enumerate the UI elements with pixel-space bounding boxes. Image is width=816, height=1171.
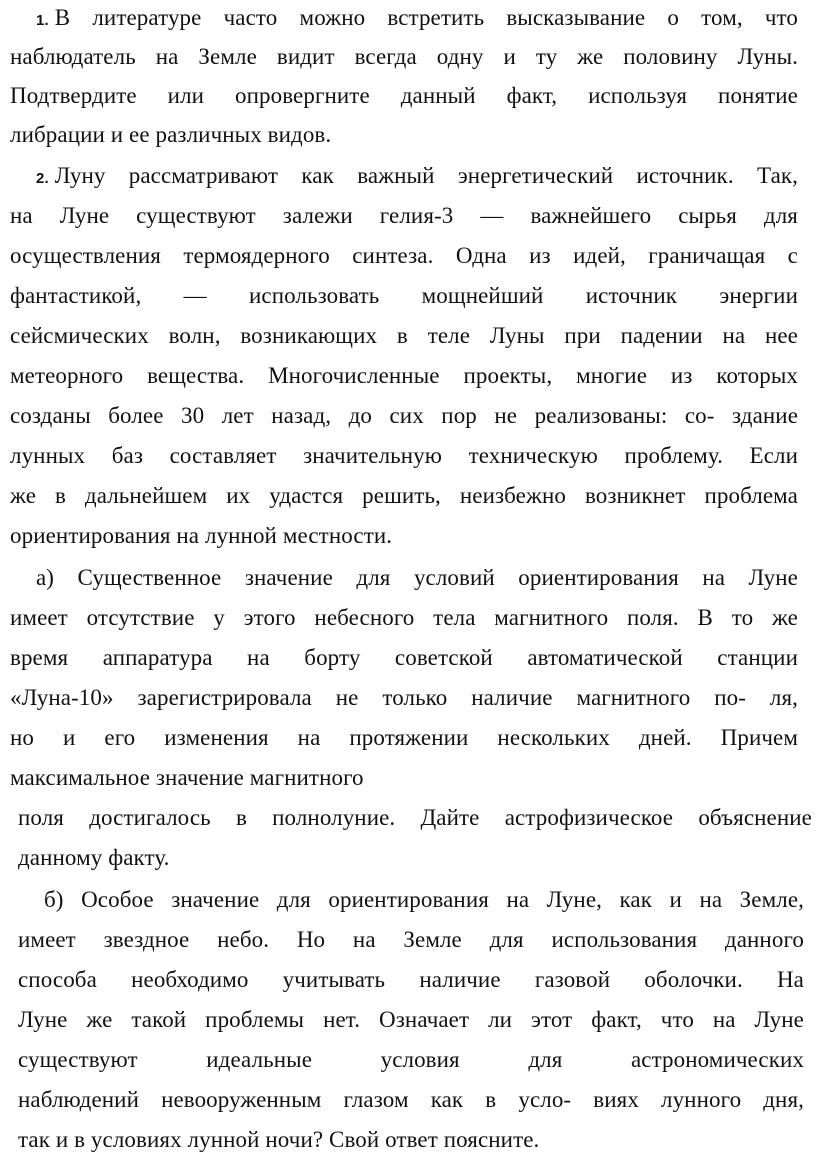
task1-line-2: наблюдатель на Земле видит всегда одну и ту же половину Луны.	[10, 44, 798, 69]
task2-line-9: же в дальнейшем их удастся решить, неизбежно возникнет проблема	[10, 483, 798, 508]
part-b-line-6: наблюдений невооруженным глазом как в усло- виях лунного дня,	[18, 1087, 804, 1112]
task2-line-1: 2. Луну рассматривают как важный энергетический источник. Так,	[36, 163, 798, 188]
task1-number: 1.	[36, 12, 49, 29]
part-b-line-1: б) Особое значение для ориентирования на Луне, как и на Земле,	[44, 887, 804, 912]
task2-number: 2.	[36, 170, 49, 187]
task1-line-3: Подтвердите или опровергните данный факт, используя понятие	[10, 83, 798, 108]
task2-line-4: фантастикой, — использовать мощнейший источник энергии	[10, 283, 798, 308]
task2-line-8: лунных баз составляет значительную техническую проблему. Если	[10, 443, 798, 468]
task2-line-7: созданы более 30 лет назад, до сих пор не реализованы: со- здание	[10, 403, 798, 428]
part-b-line-4: Луне же такой проблемы нет. Означает ли этот факт, что на Луне	[18, 1007, 804, 1032]
part-a-line-7: поля достигалось в полнолуние. Дайте астрофизическое объяснение	[18, 805, 812, 830]
task1-line-4: либрации и ее различных видов.	[10, 122, 332, 147]
part-a-line-4: «Луна-10» зарегистрировала не только наличие магнитного по- ля,	[10, 685, 798, 710]
task2-line-10: ориентирования на лунной местности.	[10, 523, 393, 548]
task2-line-2: на Луне существуют залежи гелия-3 — важнейшего сырья для	[10, 203, 798, 228]
task2-line-5: сейсмических волн, возникающих в теле Луны при падении на нее	[10, 323, 798, 348]
part-b-line-2: имеет звездное небо. Но на Земле для использования данного	[18, 927, 804, 952]
part-a-line-8: данному факту.	[18, 845, 170, 870]
part-a-line-1: а) Существенное значение для условий ориентирования на Луне	[36, 565, 798, 590]
task2-line-3: осуществления термоядерного синтеза. Одна из идей, граничащая с	[10, 243, 798, 268]
part-b-line-3: способа необходимо учитывать наличие газовой оболочки. На	[18, 967, 804, 992]
part-a-line-3: время аппаратура на борту советской автоматической станции	[10, 645, 798, 670]
task1-line-1: 1. В литературе часто можно встретить высказывание о том, что	[36, 5, 798, 30]
part-b-line-7: так и в условиях лунной ночи? Свой ответ поясните.	[18, 1127, 540, 1152]
task2-line-6: метеорного вещества. Многочисленные проекты, многие из которых	[10, 363, 798, 388]
part-b-line-5: существуют идеальные условия для астрономических	[18, 1047, 804, 1072]
part-a-line-5: но и его изменения на протяжении нескольких дней. Причем	[10, 725, 798, 750]
part-a-line-6: максимальное значение магнитного	[10, 765, 364, 790]
part-a-line-2: имеет отсутствие у этого небесного тела магнитного поля. В то же	[10, 605, 798, 630]
